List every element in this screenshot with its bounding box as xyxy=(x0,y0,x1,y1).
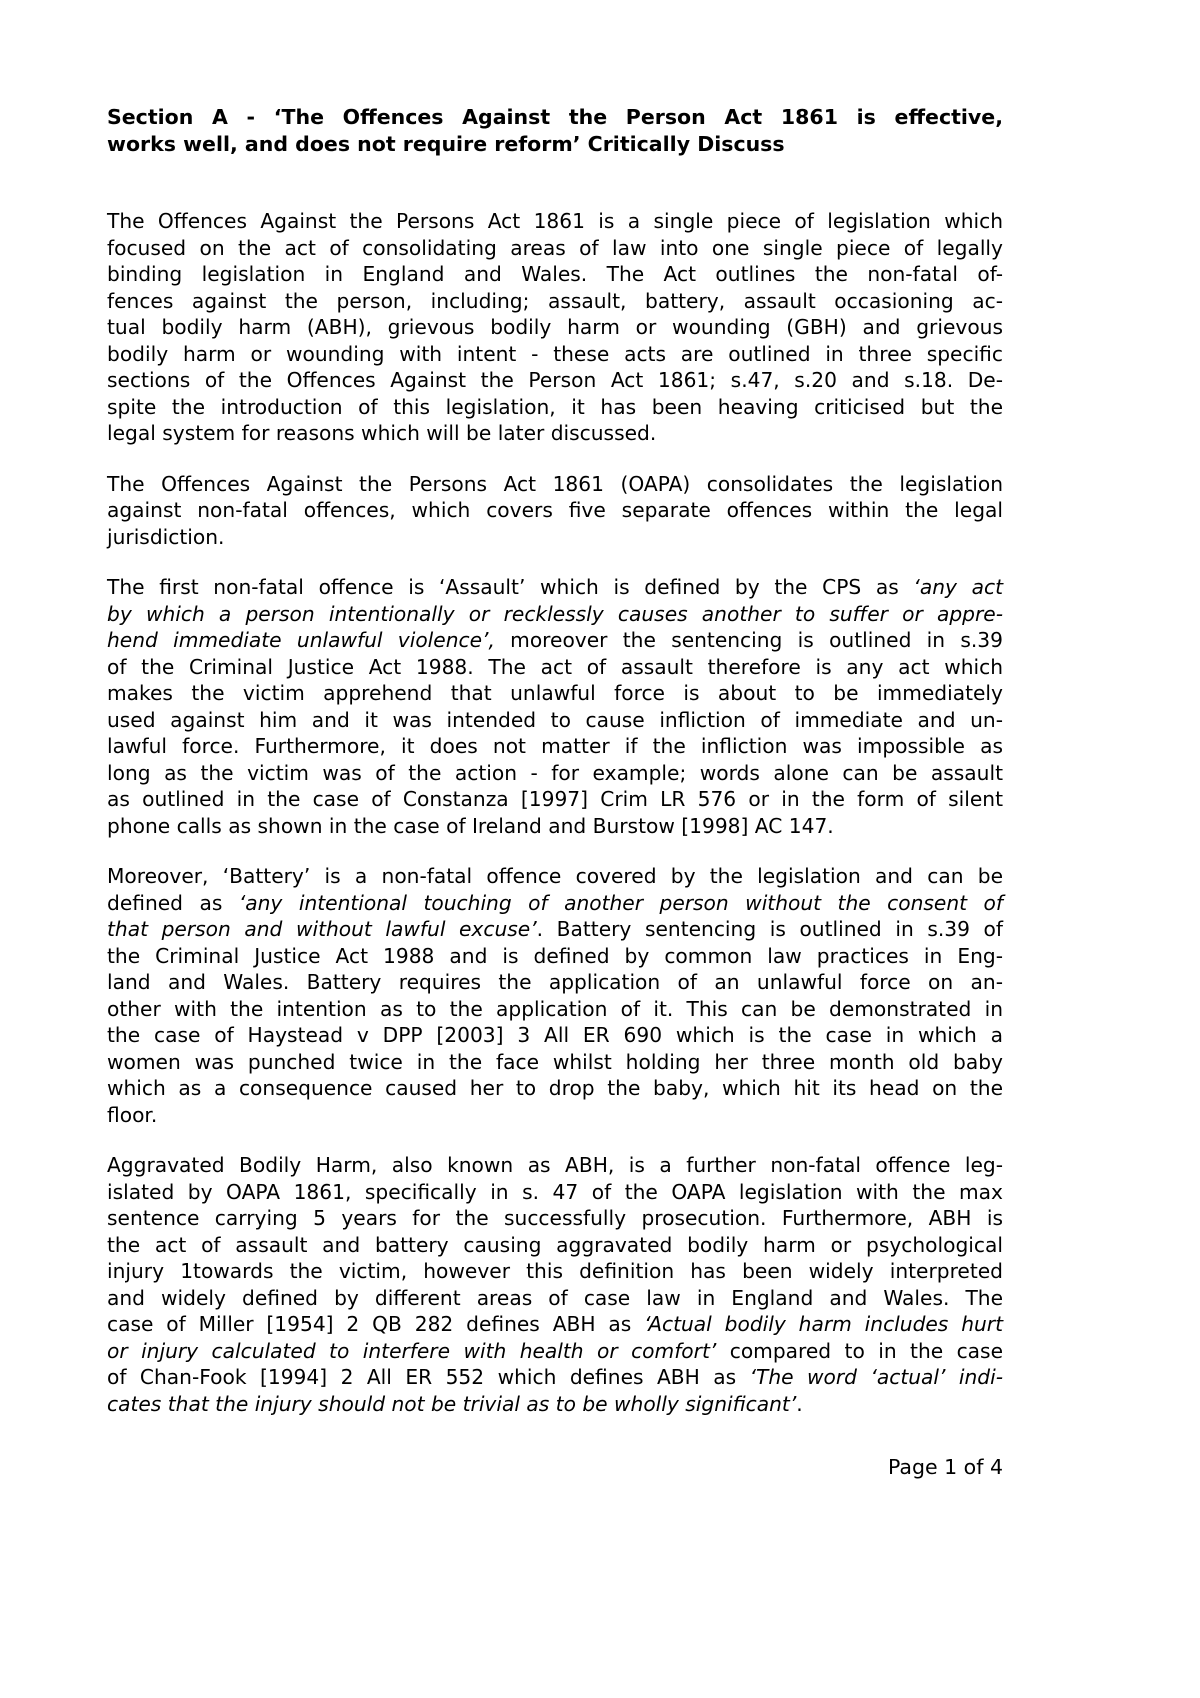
text-line xyxy=(107,471,1003,498)
body-text: case of Miller [1954] 2 QB 282 defines ABH as xyxy=(107,1312,645,1336)
body-text: makes the victim apprehend that unlawful force is about to be immediately xyxy=(107,681,1003,705)
body-text: Moreover, ‘Battery’ is a non-fatal offence covered by the legislation and can be xyxy=(107,864,1003,888)
text-line xyxy=(107,1152,1003,1179)
body-text: against non-fatal offences, which covers five separate offences within the legal xyxy=(107,498,1003,522)
paragraph xyxy=(107,574,1003,839)
italic-quote-text: ‘The word ‘actual’ indi- xyxy=(749,1365,1003,1389)
body-text: spite the introduction of this legislation, it has been heaving criticised but the xyxy=(107,394,1003,419)
text-line xyxy=(107,574,1003,601)
body-text: sections of the Offences Against the Person Act 1861; s.47, s.20 and s.18. De- xyxy=(107,368,1003,392)
text-line xyxy=(107,394,1003,421)
italic-quote-text: ‘any act xyxy=(913,575,1003,599)
text-line xyxy=(107,1364,1003,1391)
text-line xyxy=(107,1102,1003,1129)
paragraph xyxy=(107,863,1003,1128)
text-line xyxy=(107,1285,1003,1312)
body-text: . xyxy=(796,1391,803,1416)
body-text: the act of assault and battery causing aggravated bodily harm or psychological xyxy=(107,1232,1003,1257)
text-line xyxy=(107,367,1003,394)
body-text: . Battery sentencing is outlined in s.39 of xyxy=(536,917,1004,941)
body-text: other with the intention as to the application of it. This can be demonstrated in xyxy=(107,996,1003,1021)
document-body xyxy=(107,208,1003,1441)
page-number: Page 1 of 4 xyxy=(887,1455,1003,1479)
body-text: floor. xyxy=(107,1102,158,1127)
body-text: The first non-fatal offence is ‘Assault’ which is defined by the CPS as xyxy=(107,575,914,599)
body-text: long as the victim was of the action - for example; words alone can be assault xyxy=(107,760,1003,785)
italic-quote-text: ‘Actual bodily harm includes hurt xyxy=(644,1312,1003,1336)
document-title xyxy=(107,104,1003,157)
body-text: injury 1towards the victim, however this definition has been widely interpreted xyxy=(107,1259,1003,1283)
text-line xyxy=(107,760,1003,787)
text-line xyxy=(107,314,1003,341)
body-text: fences against the person, including; assault, battery, assault occasioning ac- xyxy=(107,288,1003,313)
body-text: land and Wales. Battery requires the application of an unlawful force on an- xyxy=(107,970,1003,994)
text-line xyxy=(107,524,1003,551)
text-line xyxy=(107,733,1003,760)
body-text: women was punched twice in the face whilst holding her three month old baby xyxy=(107,1049,1003,1074)
body-text: the case of Haystead v DPP [2003] 3 All ER 690 which is the case in which a xyxy=(107,1023,1003,1047)
text-line xyxy=(107,627,1003,654)
text-line xyxy=(107,707,1003,734)
paragraph xyxy=(107,1152,1003,1417)
title-line: Section A - ‘The Offences Against the Person Act 1861 is effective, xyxy=(107,105,1003,129)
body-text: tual bodily harm (ABH), grievous bodily harm or wounding (GBH) and grievous xyxy=(107,315,1003,339)
body-text: which as a consequence caused her to drop the baby, which hit its head on the xyxy=(107,1076,1003,1100)
text-line xyxy=(107,996,1003,1023)
text-line xyxy=(107,1258,1003,1285)
body-text: phone calls as shown in the case of Ireland and Burstow [1998] AC 147. xyxy=(107,813,834,838)
body-text: sentence carrying 5 years for the successfully prosecution. Furthermore, ABH is xyxy=(107,1206,1003,1230)
body-text: the Criminal Justice Act 1988 and is defined by common law practices in Eng- xyxy=(107,943,1003,968)
body-text: of the Criminal Justice Act 1988. The act of assault therefore is any act which xyxy=(107,654,1003,679)
italic-quote-text: that person and without lawful excuse’ xyxy=(107,917,537,941)
italic-quote-text: or injury calculated to interfere with health or comfort’ xyxy=(107,1338,717,1363)
text-line xyxy=(107,890,1003,917)
italic-quote-text: by which a person intentionally or recklessly causes another to suffer or appre- xyxy=(107,601,1003,626)
text-line xyxy=(107,1049,1003,1076)
italic-quote-text: cates that the injury should not be trivial as to be wholly significant’ xyxy=(107,1391,797,1416)
text-line xyxy=(107,654,1003,681)
body-text: used against him and it was intended to cause infliction of immediate and un- xyxy=(107,707,1003,732)
text-line xyxy=(107,235,1003,262)
text-line xyxy=(107,1391,1003,1418)
body-text: bodily harm or wounding with intent - these acts are outlined in three specific xyxy=(107,341,1003,366)
body-text: as outlined in the case of Constanza [1997] Crim LR 576 or in the form of silent xyxy=(107,787,1003,811)
body-text: The Offences Against the Persons Act 1861 is a single piece of legislation which xyxy=(107,209,1003,233)
body-text: of Chan-Fook [1994] 2 All ER 552 which defines ABH as xyxy=(107,1365,750,1389)
text-line xyxy=(107,601,1003,628)
text-line xyxy=(107,1205,1003,1232)
text-line xyxy=(107,1075,1003,1102)
text-line xyxy=(107,1311,1003,1338)
body-text: islated by OAPA 1861, specifically in s. 47 of the OAPA legislation with the max xyxy=(107,1179,1003,1204)
body-text: lawful force. Furthermore, it does not matter if the infliction was impossible as xyxy=(107,734,1003,758)
text-line xyxy=(107,341,1003,368)
text-line xyxy=(107,813,1003,840)
paragraph xyxy=(107,471,1003,551)
text-line xyxy=(107,863,1003,890)
italic-quote-text: ‘any intentional touching of another person without the consent of xyxy=(238,890,1003,915)
body-text: moreover the sentencing is outlined in s.39 xyxy=(494,628,1003,652)
text-line xyxy=(107,1232,1003,1259)
text-line xyxy=(107,288,1003,315)
paragraph xyxy=(107,208,1003,447)
text-line xyxy=(107,1338,1003,1365)
body-text: compared to in the case xyxy=(716,1338,1003,1363)
text-line xyxy=(107,1022,1003,1049)
body-text: The Offences Against the Persons Act 1861 (OAPA) consolidates the legislation xyxy=(107,471,1003,496)
body-text: defined as xyxy=(107,890,239,915)
italic-quote-text: hend immediate unlawful violence’, xyxy=(107,628,495,652)
text-line xyxy=(107,208,1003,235)
body-text: Aggravated Bodily Harm, also known as ABH, is a further non-fatal offence leg- xyxy=(107,1153,1003,1177)
text-line xyxy=(107,916,1003,943)
text-line xyxy=(107,943,1003,970)
text-line xyxy=(107,420,1003,447)
body-text: and widely defined by different areas of case law in England and Wales. The xyxy=(107,1285,1003,1310)
title-line: works well, and does not require reform’ Critically Discuss xyxy=(107,131,785,156)
body-text: legal system for reasons which will be later discussed. xyxy=(107,421,657,445)
body-text: focused on the act of consolidating areas of law into one single piece of legally xyxy=(107,235,1003,260)
text-line xyxy=(107,786,1003,813)
text-line xyxy=(107,680,1003,707)
text-line xyxy=(107,497,1003,524)
text-line xyxy=(107,1179,1003,1206)
body-text: jurisdiction. xyxy=(107,524,225,549)
text-line xyxy=(107,261,1003,288)
body-text: binding legislation in England and Wales. The Act outlines the non-fatal of- xyxy=(107,262,1003,286)
text-line xyxy=(107,969,1003,996)
